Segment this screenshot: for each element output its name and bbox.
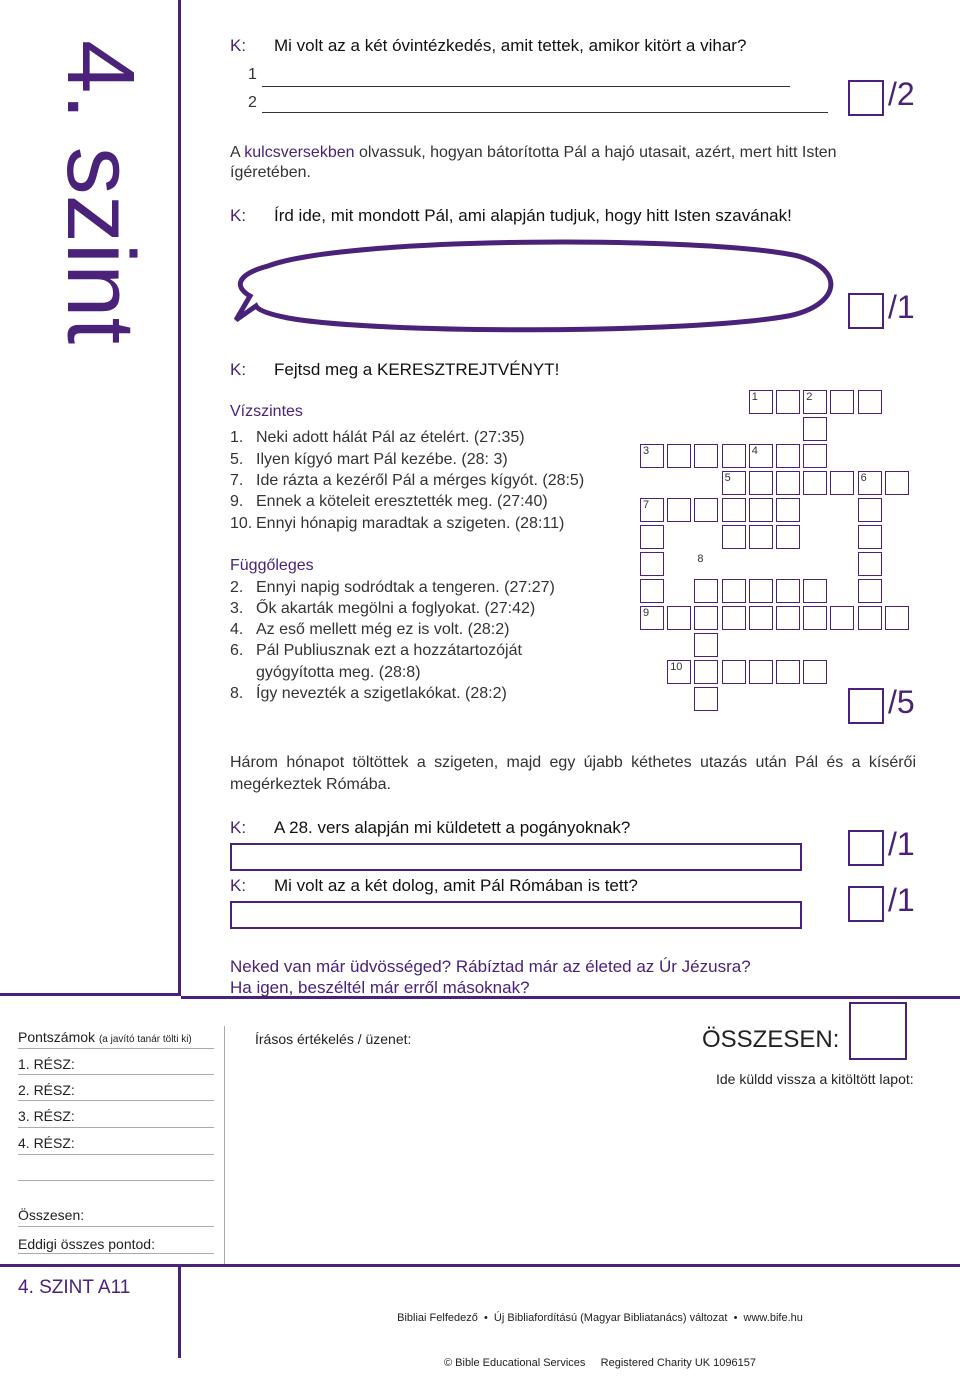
sum-label: ÖSSZESEN: [702, 1026, 840, 1053]
intro1-after: olvassuk, hogyan bátorította Pál a hajó utasait, azért, mert hitt Isten ígéretében. [230, 144, 837, 181]
points-title [18, 1029, 192, 1045]
across-clue-num: 1. [230, 429, 244, 446]
level-text: 4. SZINT [18, 1277, 94, 1298]
down-heading: Függőleges [230, 557, 314, 574]
q5-prefix: K: [230, 876, 247, 895]
crossword-number: 2 [806, 391, 813, 403]
q5-score-label: /1 [888, 882, 915, 918]
across-clue-num: 7. [230, 472, 244, 489]
crossword-cell[interactable] [858, 471, 882, 495]
crossword-cell[interactable] [749, 444, 773, 468]
points-row-line[interactable] [18, 1074, 214, 1075]
crossword-cell[interactable] [640, 606, 664, 630]
crossword-cell[interactable] [694, 606, 718, 630]
crossword-cell[interactable] [885, 606, 909, 630]
crossword-cell[interactable] [858, 525, 882, 549]
intro-paragraph-1 [230, 143, 920, 183]
closing-line-2: Ha igen, beszéltél már erről másoknak? [230, 978, 530, 997]
crossword-cell[interactable] [640, 525, 664, 549]
q2-text: Írd ide, mit mondott Pál, ami alapján tudjuk, hogy hitt Isten szavának! [274, 206, 792, 225]
crossword-cell[interactable] [803, 660, 827, 684]
q1-line1-number: 1 [248, 66, 257, 83]
q1-text: Mi volt az a két óvintézkedés, amit tettek, amikor kitört a vihar? [274, 36, 747, 55]
q3-prefix: K: [230, 360, 247, 379]
code-text: A11 [97, 1277, 131, 1298]
side-level-title-text: 4. szint [47, 40, 154, 345]
down-clue-text: Az eső mellett még ez is volt. (28:2) [256, 621, 510, 638]
across-clue-text: Ennyi hónapig maradtak a szigeten. (28:11) [256, 515, 565, 532]
crossword-cell[interactable] [667, 444, 691, 468]
crossword-cell[interactable] [749, 471, 773, 495]
q4-text: A 28. vers alapján mi küldetett a pogányoknak? [274, 818, 631, 837]
points-row-label: 4. RÉSZ: [18, 1135, 75, 1151]
crossword-cell[interactable] [776, 606, 800, 630]
crossword-cell[interactable] [749, 660, 773, 684]
points-row-label: 2. RÉSZ: [18, 1082, 75, 1098]
crossword-cell[interactable] [803, 417, 827, 441]
across-clue-text: Ilyen kígyó mart Pál kezébe. (28: 3) [256, 451, 508, 468]
crossword-number: 3 [643, 445, 650, 457]
q1-score-label: /2 [888, 76, 915, 112]
q3-text: Fejtsd meg a KERESZTREJTVÉNYT! [274, 360, 560, 379]
points-row-line[interactable] [18, 1154, 214, 1155]
crossword-cell[interactable] [722, 579, 746, 603]
q1-answer-line-2[interactable] [262, 112, 828, 113]
down-clue-num: 4. [230, 621, 244, 638]
side-level-title [47, 40, 154, 440]
intro1-before: A [230, 144, 245, 161]
crossword-cell[interactable] [803, 390, 827, 414]
down-clue-num: 3. [230, 600, 244, 617]
all-time-label: Eddigi összes pontod: [18, 1236, 155, 1252]
speech-bubble[interactable] [228, 236, 838, 346]
intro1-link: kulcsversekben [244, 144, 355, 161]
q3-score-label: /5 [888, 684, 915, 720]
crossword-cell[interactable] [749, 579, 773, 603]
crossword-cell[interactable] [776, 579, 800, 603]
points-row-line[interactable] [18, 1127, 214, 1128]
down-clue-num: 6. [230, 642, 244, 659]
crossword-cell[interactable] [749, 498, 773, 522]
crossword-cell[interactable] [776, 444, 800, 468]
intro-paragraph-2: Három hónapot töltöttek a szigeten, majd egy újabb kéthetes utazás után Pál és a kísérői megérkeztek Rómába. [230, 754, 916, 793]
q1-score-box[interactable] [848, 80, 884, 116]
q4-answer-field[interactable] [230, 843, 802, 871]
crossword-cell[interactable] [803, 471, 827, 495]
points-row-label: 1. RÉSZ: [18, 1056, 75, 1072]
crossword-cell[interactable] [722, 525, 746, 549]
crossword-cell[interactable] [667, 606, 691, 630]
crossword-cell[interactable] [776, 390, 800, 414]
sum-score-box[interactable] [849, 1002, 907, 1060]
total-line[interactable] [18, 1226, 214, 1227]
credits-line-2: © Bible Educational Services Registered Charity UK 1096157 [444, 1357, 756, 1369]
down-clue-text: gyógyította meg. (28:8) [256, 664, 421, 681]
crossword-cell[interactable] [722, 606, 746, 630]
crossword-cell[interactable] [803, 444, 827, 468]
crossword-cell[interactable] [776, 660, 800, 684]
q1-answer-line-1[interactable] [262, 86, 790, 87]
crossword-cell[interactable] [858, 552, 882, 576]
crossword-cell[interactable] [667, 498, 691, 522]
crossword-number: 9 [643, 607, 650, 619]
crossword-cell[interactable] [749, 390, 773, 414]
across-clue-text: Ide rázta a kezéről Pál a mérges kígyót. (28:5) [256, 472, 585, 489]
closing-line-1: Neked van már üdvösséged? Rábíztad már az életed az Úr Jézusra? [230, 957, 751, 976]
across-clue-text: Neki adott hálát Pál az ételért. (27:35) [256, 429, 525, 446]
q4-score-label: /1 [888, 826, 915, 862]
q4-prefix: K: [230, 818, 247, 837]
crossword-cell[interactable] [640, 579, 664, 603]
q5-score-box[interactable] [848, 886, 884, 922]
crossword-cell[interactable] [694, 444, 718, 468]
crossword-cell[interactable] [830, 471, 854, 495]
across-clue-num: 10. [230, 515, 253, 532]
footer-top-rule [181, 1264, 960, 1267]
q5-answer-field[interactable] [230, 901, 802, 929]
crossword-cell[interactable] [640, 498, 664, 522]
all-time-line[interactable] [18, 1253, 214, 1254]
points-divider [18, 1048, 214, 1049]
crossword-number: 6 [860, 472, 867, 484]
crossword-cell[interactable] [830, 606, 854, 630]
crossword-cell[interactable] [694, 498, 718, 522]
credits [300, 1281, 900, 1386]
crossword-cell[interactable] [722, 660, 746, 684]
send-back-label: Ide küldd vissza a kitöltött lapot: [716, 1071, 914, 1087]
across-heading: Vízszintes [230, 403, 303, 420]
crossword-cell[interactable] [858, 498, 882, 522]
down-clue-text: Így nevezték a szigetlakókat. (28:2) [256, 685, 507, 702]
eval-label: Írásos értékelés / üzenet: [255, 1031, 412, 1047]
crossword-cell[interactable] [803, 579, 827, 603]
q2-prefix: K: [230, 206, 247, 225]
down-clue-num: 8. [230, 685, 244, 702]
across-clue-text: Ennek a köteleit eresztették meg. (27:40) [256, 493, 548, 510]
crossword-cell[interactable] [858, 606, 882, 630]
crossword-cell[interactable] [722, 471, 746, 495]
q4-score-box[interactable] [848, 830, 884, 866]
crossword-cell[interactable] [640, 552, 664, 576]
crossword-cell[interactable] [694, 687, 718, 711]
q2-score-label: /1 [888, 289, 915, 325]
q5-text: Mi volt az a két dolog, amit Pál Rómában is tett? [274, 876, 638, 895]
closing-message [230, 956, 751, 998]
crossword-cell[interactable] [640, 444, 664, 468]
across-clue-num: 5. [230, 451, 244, 468]
crossword-cell[interactable] [694, 579, 718, 603]
points-row-line[interactable] [18, 1180, 214, 1181]
credits-line-1: Bibliai Felfedező • Új Bibliafordítású (Magyar Bibliatanács) változat • www.bife.hu [397, 1312, 803, 1324]
crossword-number: 4 [751, 445, 758, 457]
q2-score-box[interactable] [848, 293, 884, 329]
crossword-cell[interactable] [858, 390, 882, 414]
crossword-number: 10 [670, 661, 683, 673]
crossword-cell[interactable] [803, 606, 827, 630]
crossword-number: 7 [643, 499, 650, 511]
crossword-number: 5 [724, 472, 731, 484]
down-clue-num: 2. [230, 579, 244, 596]
crossword-cell[interactable] [694, 633, 718, 657]
crossword-number: 1 [751, 391, 758, 403]
points-row-label: 3. RÉSZ: [18, 1108, 75, 1124]
across-clue-num: 9. [230, 493, 244, 510]
crossword-cell[interactable] [885, 471, 909, 495]
down-clue-text: Ennyi napig sodródtak a tengeren. (27:27) [256, 579, 555, 596]
crossword-cell[interactable] [830, 390, 854, 414]
q3-score-box[interactable] [848, 688, 884, 724]
crossword-cell[interactable] [776, 498, 800, 522]
level-code [18, 1277, 130, 1299]
down-clue-text: Pál Publiusznak ezt a hozzátartozóját [256, 642, 522, 659]
footer-divider [224, 1026, 225, 1266]
q1-prefix: K: [230, 36, 247, 55]
crossword-cell[interactable] [694, 660, 718, 684]
crossword-cell[interactable] [749, 525, 773, 549]
total-label: Összesen: [18, 1207, 85, 1223]
q1-line2-number: 2 [248, 94, 257, 111]
points-title-text: Pontszámok [18, 1029, 96, 1045]
crossword-cell[interactable] [858, 579, 882, 603]
crossword-cell[interactable] [722, 498, 746, 522]
crossword-number: 8 [697, 553, 704, 565]
crossword-cell[interactable] [667, 660, 691, 684]
points-note: (a javító tanár tölti ki) [98, 1034, 192, 1045]
crossword-cell[interactable] [776, 525, 800, 549]
crossword-cell[interactable] [722, 444, 746, 468]
points-row-line[interactable] [18, 1100, 214, 1101]
down-clue-text: Ők akarták megölni a foglyokat. (27:42) [256, 600, 536, 617]
crossword-cell[interactable] [749, 606, 773, 630]
crossword-cell[interactable] [776, 471, 800, 495]
